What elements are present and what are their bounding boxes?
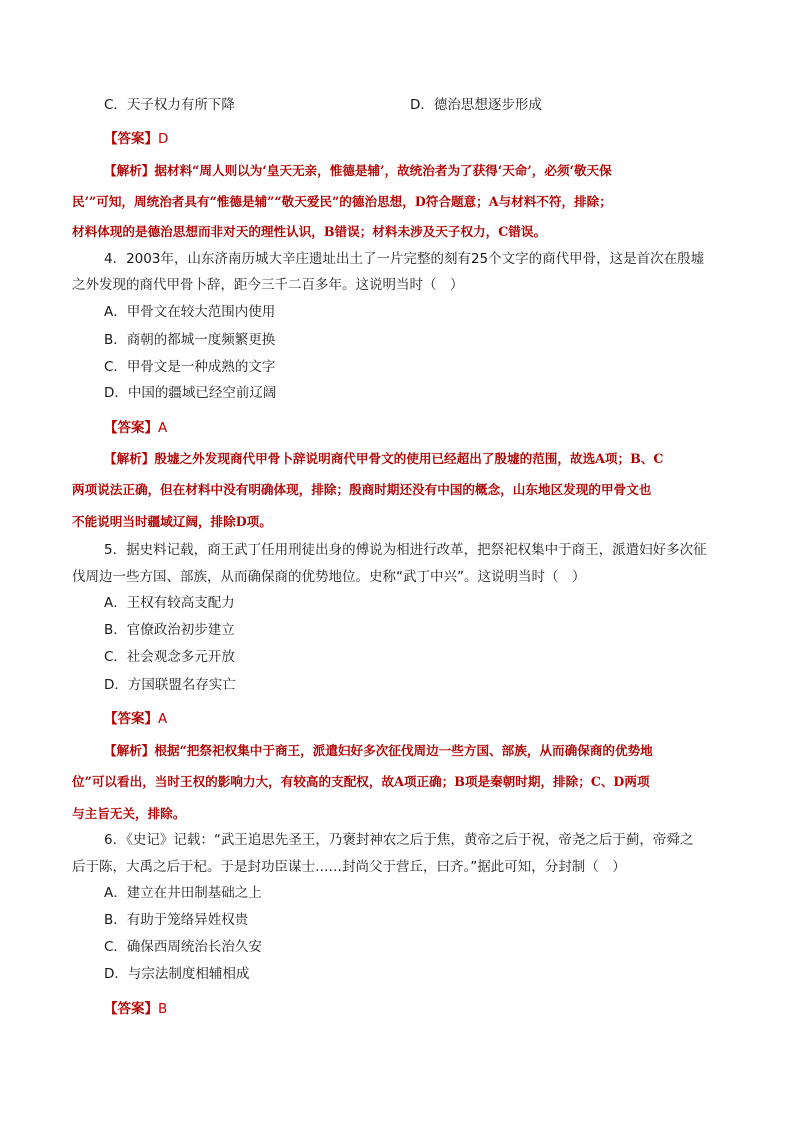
q4-explanation-line-1: 【解析】殷墟之外发现商代甲骨卜辞说明商代甲骨文的使用已经超出了殷墟的范围，故选A项；B、C: [104, 451, 664, 466]
q3-explanation-line-1: 【解析】据材料“周人则以为‘皇天无亲，惟德是辅’，故统治者为了获得‘天命’，必须‘敬天保: [104, 163, 612, 178]
q5-explanation-line-1: 【解析】根据“把祭祀权集中于商王，派遣妇好多次征伐周边一些方国、部族，从而确保商的优势地: [104, 743, 653, 758]
q4-explanation-line-3: 不能说明当时疆域辽阔，排除D项。: [72, 514, 272, 529]
q4-option-b: B．商朝的都城一度频繁更换: [104, 332, 276, 348]
q4-stem-line-2: 之外发现的商代甲骨卜辞，距今三千二百多年。这说明当时（ ）: [72, 277, 464, 293]
q6-stem-line-2: 后于陈，大禹之后于杞。于是封功臣谋士……封尚父于营丘，曰齐。”据此可知，分封制（ ）: [72, 859, 626, 875]
q4-explanation-line-2: 两项说法正确，但在材料中没有明确体现，排除；殷商时期还没有中国的概念，山东地区发现的甲骨文也: [72, 482, 652, 497]
q5-explanation-line-3: 与主旨无关，排除。: [72, 806, 186, 821]
q3-answer: [104, 130, 168, 148]
q4-option-a: A．甲骨文在较大范围内使用: [104, 304, 276, 320]
q5-answer: 【答案】A: [104, 711, 168, 727]
q6-option-a: A．建立在井田制基础之上: [104, 885, 262, 901]
q3-option-c: C．天子权力有所下降: [104, 97, 235, 113]
q5-option-a: A．王权有较高支配力: [104, 595, 235, 611]
q5-option-b: B．官僚政治初步建立: [104, 622, 235, 638]
q3-explanation-line-3: 材料体现的是德治思想而非对天的理性认识，B错误；材料未涉及天子权力，C错误。: [72, 224, 547, 239]
q5-stem-line-1: 5．据史料记载，商王武丁任用刑徒出身的傅说为相进行改革，把祭祀权集中于商王，派遣妇好多次征: [104, 542, 707, 558]
q6-stem-line-1: 6．《史记》记载：“武王追思先圣王，乃褒封神农之后于焦，黄帝之后于祝，帝尧之后于蓟，帝舜之: [104, 832, 694, 848]
q5-option-d: D．方国联盟名存实亡: [104, 677, 236, 693]
q4-option-c: C．甲骨文是一种成熟的文字: [104, 359, 276, 375]
q6-option-b: B．有助于笼络异姓权贵: [104, 912, 249, 928]
explanation-tag: 【解析】: [104, 163, 155, 178]
q5-stem-line-2: 伐周边一些方国、部族，从而确保商的优势地位。史称“武丁中兴”。这说明当时（ ）: [72, 569, 586, 585]
q3-option-d: D．德治思想逐步形成: [410, 97, 542, 113]
q6-option-d: D．与宗法制度相辅相成: [104, 966, 250, 982]
answer-tag: 【答案】: [104, 131, 158, 147]
q4-option-d: D．中国的疆域已经空前辽阔: [104, 385, 277, 401]
answer-value: D: [158, 131, 169, 147]
q5-option-c: C．社会观念多元开放: [104, 649, 235, 665]
q5-explanation-line-2: 位”可以看出，当时王权的影响力大，有较高的支配权，故A项正确；B项是秦朝时期，排除；C、D两项: [72, 774, 650, 789]
q4-answer: 【答案】A: [104, 420, 168, 436]
q3-explanation-line-2: 民’”可知，周统治者具有“惟德是辅”“敬天爱民”的德治思想，D符合题意；A与材料不符，排除；: [72, 194, 612, 209]
q6-option-c: C．确保西周统治长治久安: [104, 939, 262, 955]
q6-answer: 【答案】B: [104, 1001, 168, 1017]
q4-stem-line-1: 4．2003年，山东济南历城大辛庄遗址出土了一片完整的刻有25个文字的商代甲骨，这是首次在殷墟: [104, 251, 705, 267]
